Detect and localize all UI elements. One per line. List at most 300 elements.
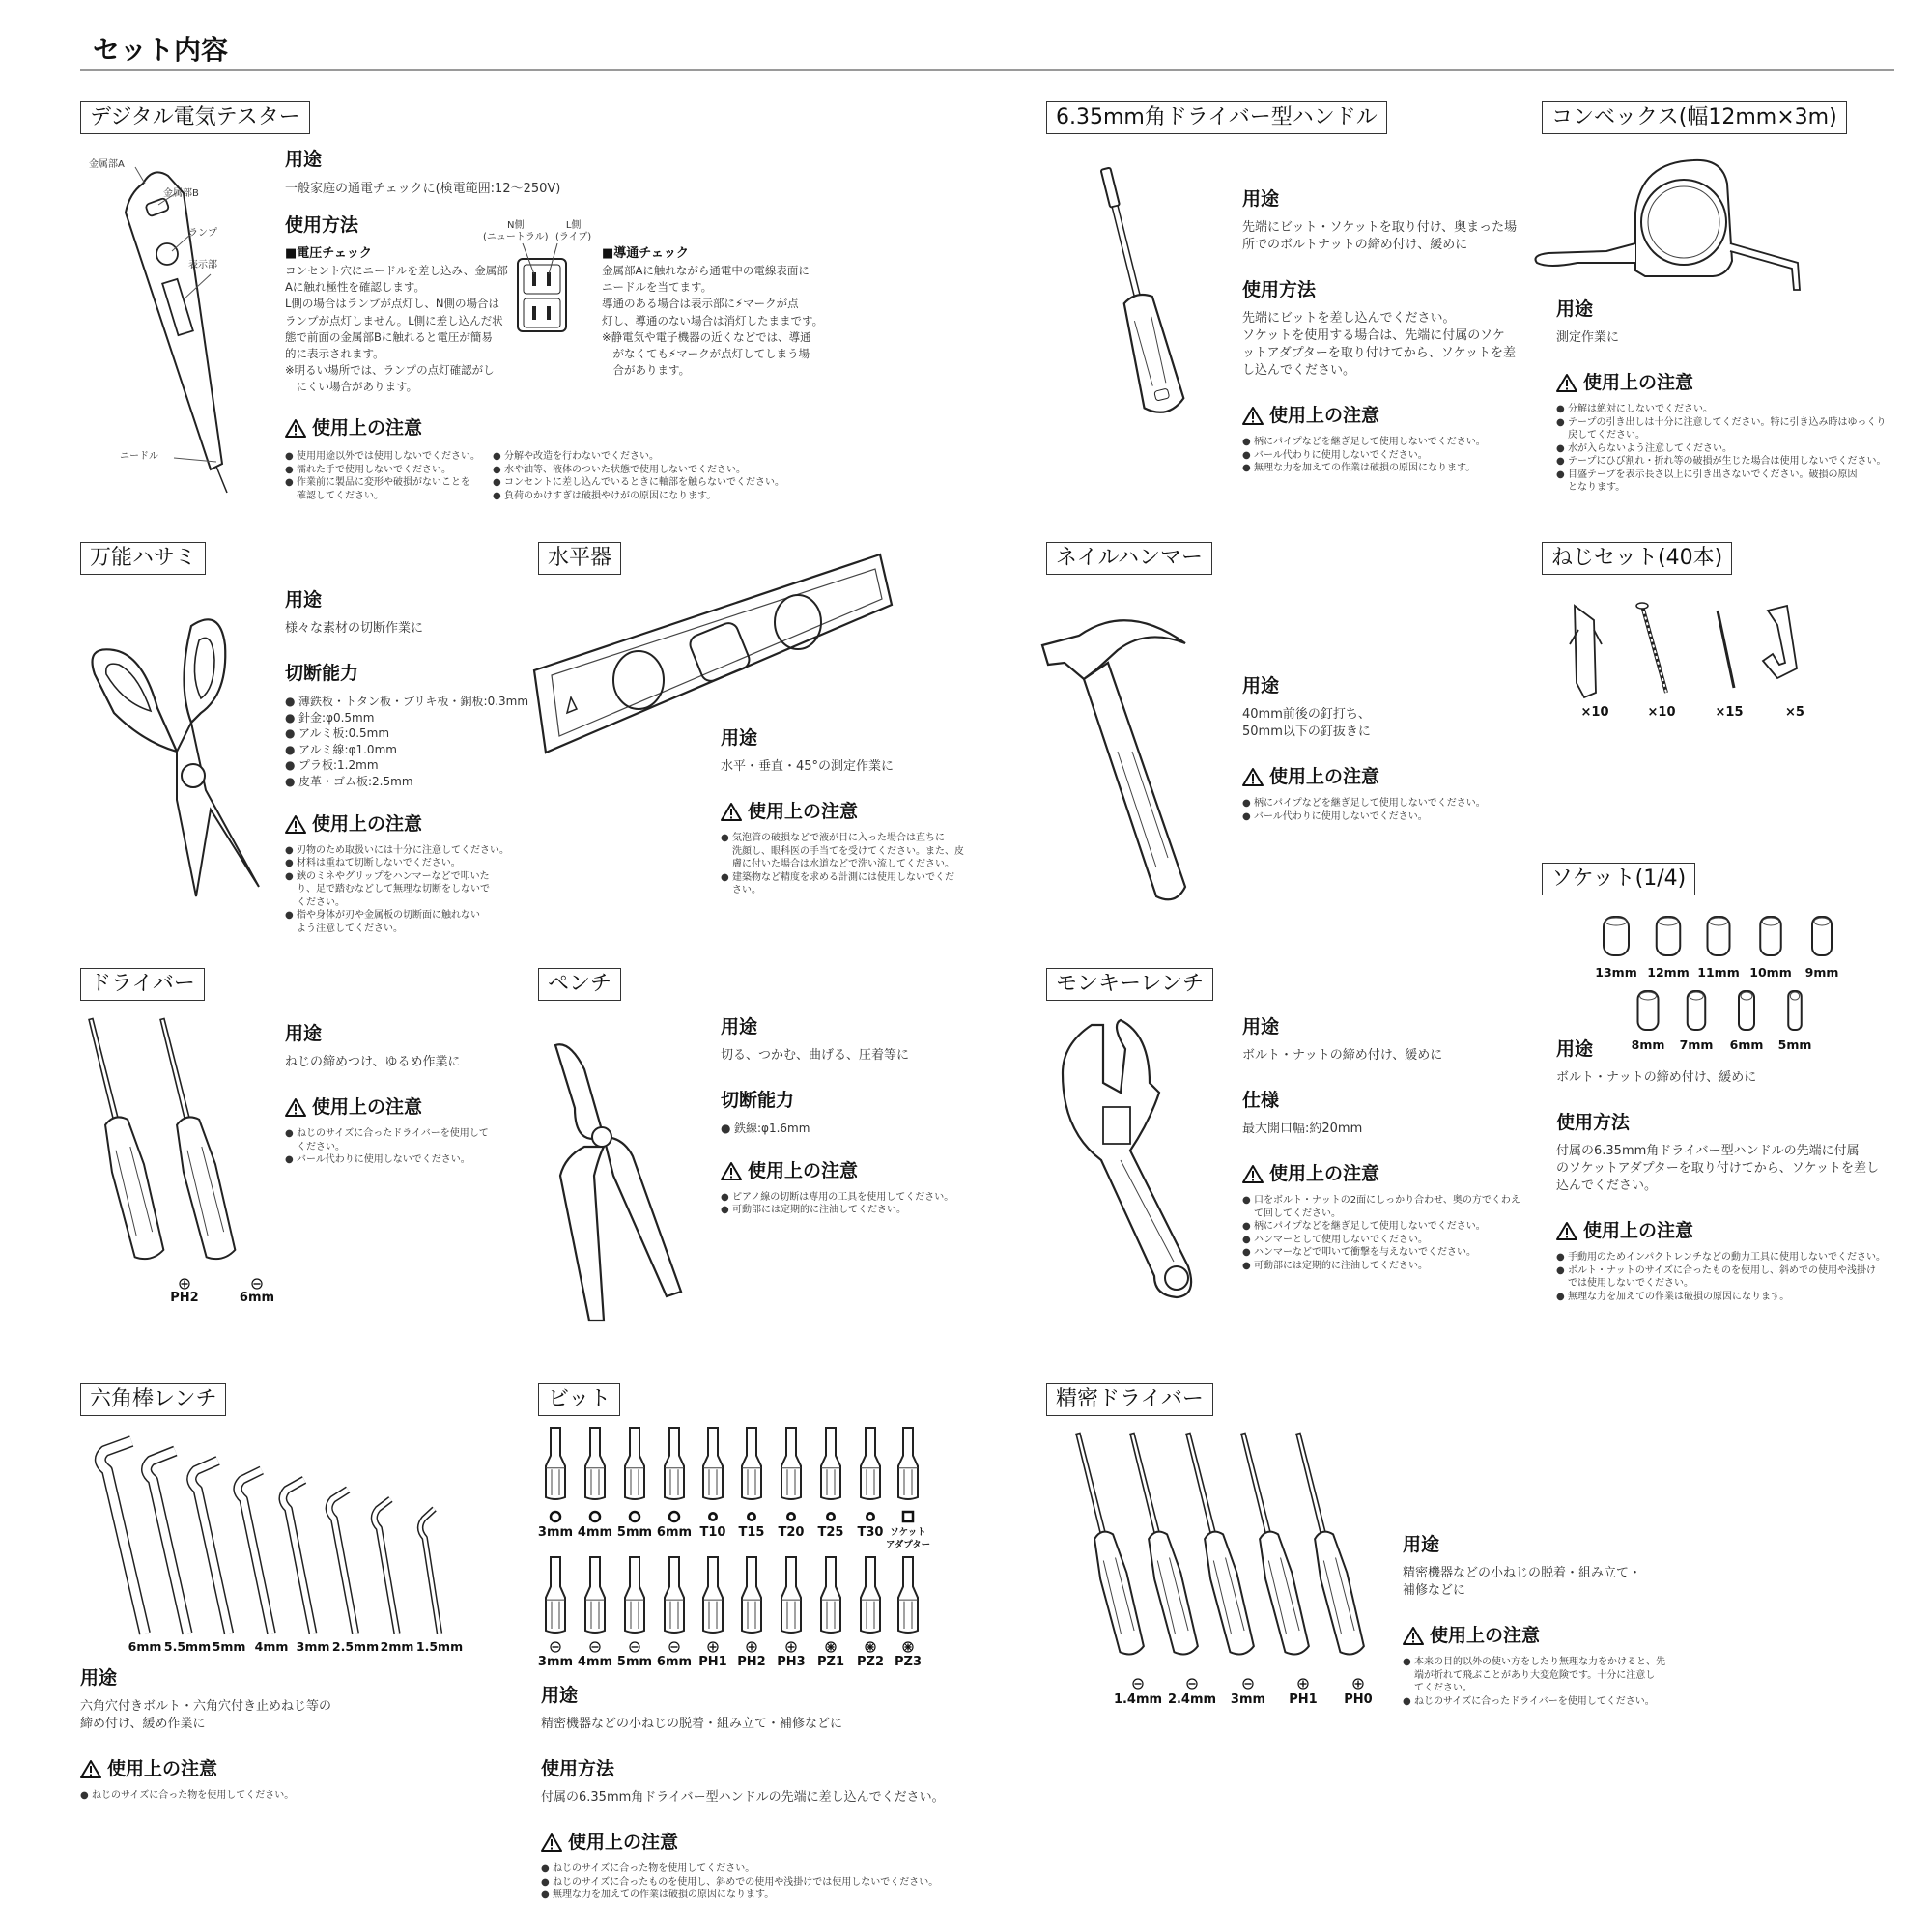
section-label-socket: ソケット(1/4) <box>1542 863 1695 895</box>
hex-tip-icon <box>590 1512 600 1521</box>
bits-description <box>541 1683 945 1923</box>
caution-item: ● バール代わりに使用しないでください。 <box>285 1153 489 1167</box>
caution-item: ● 柄にパイプなどを継ぎ足して使用しないでください。 <box>1242 1220 1520 1234</box>
bit-label: PZ1 <box>817 1655 844 1669</box>
caution-item: ● 手動用のためインパクトレンチなどの動力工具に使用しないでください。 <box>1556 1251 1886 1264</box>
tip-label: PH2 <box>170 1291 199 1305</box>
bit-label: T15 <box>738 1525 765 1540</box>
caution-item: ● 可動部には定期的に注油してください。 <box>721 1204 953 1217</box>
caution-heading <box>285 1094 489 1120</box>
hex-wrench <box>100 1441 145 1634</box>
bit-label: T10 <box>699 1525 726 1540</box>
caution-item: ● 建築物など精度を求める計測には使用しないでくだ さい。 <box>721 871 964 897</box>
socket-size-label: 10mm <box>1749 965 1792 980</box>
hex-wrench <box>374 1499 397 1634</box>
plus-tip-icon <box>1353 1679 1363 1689</box>
torx-tip-icon <box>866 1512 875 1521</box>
spec-item: ● 皮革・ゴム板:2.5mm <box>285 774 528 790</box>
bit-label: PZ3 <box>895 1655 922 1669</box>
caution-item: ● 材料は重ねて切断しないでください。 <box>285 857 528 870</box>
level-illustration <box>532 545 895 757</box>
caution-item: ● 刃物のため取扱いには十分に注意してください。 <box>285 844 528 858</box>
caution-list <box>721 832 964 897</box>
caution-item: ● ボルト・ナットのサイズに合ったものを使用し、斜めでの使用や浅掛け では使用しないでください。 <box>1556 1264 1886 1291</box>
socket-size-label: 13mm <box>1595 965 1637 980</box>
hex-tip-icon <box>551 1512 560 1521</box>
plus-tip-icon <box>180 1279 189 1289</box>
caution-heading <box>1242 403 1517 428</box>
caution-heading-text: 使用上の注意 <box>1583 1220 1694 1241</box>
warning-icon <box>1403 1626 1424 1645</box>
screws-illustration <box>1565 601 1816 707</box>
section-label-bits: ビット <box>538 1383 620 1416</box>
part-label: 金属部B <box>163 188 199 199</box>
plus-tip-icon <box>708 1642 718 1652</box>
bit-label: T20 <box>778 1525 805 1540</box>
body-text: ボルト・ナットの締め付け、緩めに <box>1556 1070 1757 1085</box>
minus-tip-icon <box>630 1642 639 1652</box>
caution-heading <box>1242 764 1486 789</box>
voltage-check-title: ■電圧チェック <box>285 246 372 261</box>
subheading: 用途 <box>1556 1038 1594 1060</box>
section-label-tape: コンベックス(幅12mm×3m) <box>1542 101 1847 134</box>
caution-heading-text: 使用上の注意 <box>748 801 859 822</box>
section-label-scissors: 万能ハサミ <box>80 542 206 575</box>
caution-heading <box>80 1756 331 1781</box>
caution-item: ● 負荷のかけすぎは破損やけがの原因になります。 <box>493 490 784 503</box>
caution-heading-text: 使用上の注意 <box>1269 1163 1380 1184</box>
section-label-pliers: ペンチ <box>538 968 621 1001</box>
caution-heading <box>721 1158 953 1183</box>
socket-size-label: 7mm <box>1679 1037 1714 1052</box>
socket-size-label: 12mm <box>1647 965 1690 980</box>
caution-list <box>721 1191 953 1217</box>
body-text: 最大開口幅:約20mm <box>1242 1122 1363 1136</box>
hex-tip-icon <box>630 1512 639 1521</box>
bit <box>781 1557 801 1633</box>
warning-icon <box>721 802 742 821</box>
body-text: 精密機器などの小ねじの脱着・組み立て・ 補修などに <box>1403 1566 1642 1598</box>
spec-item: ● アルミ線:φ1.0mm <box>285 742 528 758</box>
caution-heading <box>541 1830 945 1855</box>
spec-item: ● プラ板:1.2mm <box>285 757 528 774</box>
size-label: 3mm <box>296 1639 330 1654</box>
section-label-driver: ドライバー <box>80 968 205 1001</box>
spec-list <box>285 694 528 790</box>
torx-tip-icon <box>747 1512 756 1521</box>
plus-tip-icon <box>747 1642 756 1652</box>
warning-icon <box>285 814 306 834</box>
caution-item: ● 可動部には定期的に注油してください。 <box>1242 1260 1520 1273</box>
bit <box>742 1428 761 1499</box>
socket <box>1812 917 1832 955</box>
body-text: 40mm前後の釘打ち、 50mm以下の釘抜きに <box>1242 707 1371 739</box>
caution-heading <box>285 811 528 837</box>
spec-item: ● アルミ板:0.5mm <box>285 725 528 742</box>
torx-tip-icon <box>708 1512 718 1521</box>
bit-label: PH1 <box>698 1655 727 1669</box>
bit <box>898 1428 918 1499</box>
caution-item: ● 分解や改造を行わないでください。 <box>493 450 784 464</box>
continuity-check-text: 金属部Aに触れながら通電中の電線表面に ニードルを当てます。 導通のある場合は表示部に⚡マークが点 灯し、導通のない場合は消灯したままです。 ※静電気や電子機器の近くなどでは、導通 がなくても⚡マークが点灯してしまう場 合があります。 <box>602 264 824 378</box>
socket-size-label: 11mm <box>1697 965 1740 980</box>
outlet-n-label: N側 (ニュートラル) <box>483 220 549 242</box>
bit <box>821 1428 840 1499</box>
body-text: 付属の6.35mm角ドライバー型ハンドルの先端に差し込んでください。 <box>541 1790 945 1804</box>
body-text: 六角穴付きボルト・六角穴付き止めねじ等の 締め付け、緩め作業に <box>80 1699 332 1731</box>
caution-list <box>1242 797 1486 823</box>
subheading: 用途 <box>1242 1016 1280 1037</box>
bit-label: ソケット アダプター <box>885 1527 931 1550</box>
hex-wrench-illustration <box>85 1435 471 1640</box>
title-divider <box>80 69 1894 71</box>
bit <box>781 1428 801 1499</box>
bit-label: 3mm <box>537 1525 574 1540</box>
socket <box>1688 991 1706 1030</box>
bit <box>546 1557 565 1633</box>
caution-item: ● 濡れた手で使用しないでください。 <box>285 464 480 477</box>
caution-item: ● 作業前に製品に変形や破損がないことを 確認してください。 <box>285 476 480 502</box>
hex-wrench <box>147 1451 187 1634</box>
subheading: 仕様 <box>1242 1090 1280 1111</box>
driver-illustration <box>83 1014 296 1285</box>
caution-item: ● テープの引き出しは十分に注意してください。特に引き込み時はゆっくり 戻してください。 <box>1556 416 1887 442</box>
caution-item: ● ねじのサイズに合った物を使用してください。 <box>80 1789 331 1803</box>
bit <box>742 1557 761 1633</box>
section-label-handle: 6.35mm角ドライバー型ハンドル <box>1046 101 1387 134</box>
body-text: 先端にビットを差し込んでください。 ソケットを使用する場合は、先端に付属のソケ ットアダプターを取り付けてから、ソケットを差 し込んでください。 <box>1242 311 1517 378</box>
caution-item: ● 気泡管の破損などで液が目に入った場合は直ちに 洗顔し、眼科医の手当てを受けてください。また、皮 膚に付いた場合は水道などで洗い流してください。 <box>721 832 964 871</box>
caution-list <box>1242 436 1517 475</box>
continuity-check-title: ■導通チェック <box>602 246 689 261</box>
tape-description <box>1556 297 1887 516</box>
pliers-description <box>721 1014 953 1238</box>
warning-icon <box>1556 1221 1577 1240</box>
caution-heading <box>721 799 964 824</box>
section-label-wrench: モンキーレンチ <box>1046 968 1213 1001</box>
body-text: ボルト・ナットの締め付け、緩めに <box>1242 1048 1443 1063</box>
bit <box>585 1557 605 1633</box>
wrench-description <box>1242 1014 1520 1293</box>
precision-screwdriver <box>1065 1431 1146 1658</box>
minus-tip-icon <box>669 1642 679 1652</box>
phillips-screwdriver <box>75 1015 167 1263</box>
bit <box>625 1557 644 1633</box>
caution-heading <box>1242 1161 1520 1186</box>
caution-item: ● 本来の目的以外の使い方をしたり無理な力をかけると、先 端が折れて飛ぶことがあり大変危険です。十分に注意し てください。 <box>1403 1656 1665 1695</box>
count-label: ×15 <box>1715 705 1744 720</box>
tip-label: 1.4mm <box>1113 1692 1163 1707</box>
hex-wrench <box>329 1490 355 1634</box>
caution-list <box>80 1789 331 1803</box>
bit <box>861 1428 880 1499</box>
bit <box>625 1428 644 1499</box>
subheading: 用途 <box>285 589 323 611</box>
body-text: 様々な素材の切断作業に <box>285 621 424 636</box>
minus-tip-icon <box>252 1279 262 1289</box>
flat-screwdriver <box>147 1015 239 1263</box>
caution-heading-text: 使用上の注意 <box>748 1159 859 1181</box>
caution-heading-text: 使用上の注意 <box>1269 405 1380 426</box>
body-text: 精密機器などの小ねじの脱着・組み立て・補修などに <box>541 1717 843 1731</box>
square-tip-icon <box>903 1512 913 1521</box>
tip-label: 6mm <box>239 1291 275 1305</box>
outlet-diagram <box>517 243 567 332</box>
caution-heading <box>285 415 422 440</box>
socket <box>1638 991 1659 1030</box>
hammer-description <box>1242 673 1486 844</box>
caution-item: ● 鋏のミネやグリップをハンマーなどで叩いた り、足で踏むなどして無理な切断をしないで ください。 <box>285 870 528 910</box>
caution-item: ● 水や油等、液体のついた状態で使用しないでください。 <box>493 464 784 477</box>
subheading: 使用方法 <box>1556 1112 1631 1133</box>
caution-item: ● バール代わりに使用しないでください。 <box>1242 449 1517 463</box>
subheading: 使用方法 <box>1242 279 1317 300</box>
precision-driver-illustration <box>1049 1430 1397 1676</box>
scissors-description <box>285 587 528 956</box>
bit-label: 4mm <box>577 1525 613 1540</box>
count-label: ×5 <box>1785 705 1804 720</box>
caution-list <box>1556 403 1887 495</box>
tip-label: 3mm <box>1230 1692 1266 1707</box>
subheading: 用途 <box>1242 675 1280 696</box>
spec-item: ● 鉄線:φ1.6mm <box>721 1121 953 1137</box>
subheading: 用途 <box>1242 188 1280 210</box>
caution-heading-text: 使用上の注意 <box>312 812 423 835</box>
torx-tip-icon <box>786 1512 796 1521</box>
socket <box>1708 917 1730 955</box>
bit-label: 4mm <box>577 1655 613 1669</box>
hex-description <box>80 1665 331 1824</box>
socket <box>1657 917 1681 955</box>
hex-tip-icon <box>669 1512 679 1521</box>
tester-caution-list-left <box>285 450 480 502</box>
plus-tip-icon <box>786 1642 796 1652</box>
usage-heading: 使用方法 <box>285 214 359 236</box>
hex-wrench <box>191 1461 229 1634</box>
scissors-illustration <box>85 607 269 901</box>
section-label-hex: 六角棒レンチ <box>80 1383 226 1416</box>
caution-heading-text: 使用上の注意 <box>1269 766 1380 787</box>
body-text: 先端にビット・ソケットを取り付け、奥まった場 所でのボルトナットの締め付け、緩めに <box>1242 220 1518 252</box>
hex-wrench <box>283 1480 313 1634</box>
socket-size-label: 9mm <box>1804 965 1839 980</box>
caution-list <box>541 1862 945 1902</box>
warning-icon <box>1556 373 1577 392</box>
size-label: 1.5mm <box>415 1639 464 1654</box>
bit <box>703 1557 723 1633</box>
caution-item: ● ねじのサイズに合ったドライバーを使用して ください。 <box>285 1127 489 1153</box>
caution-heading-text: 使用上の注意 <box>312 417 423 439</box>
hex-wrench <box>238 1470 271 1634</box>
subheading: 切断能力 <box>285 663 359 684</box>
bit-label: 5mm <box>616 1525 653 1540</box>
minus-tip-icon <box>1187 1679 1197 1689</box>
section-label-tester: デジタル電気テスター <box>80 101 310 134</box>
caution-item: ● テープにひび割れ・折れ等の破損が生じた場合は使用しないでください。 <box>1556 455 1887 469</box>
caution-item: ● 柄にパイプなどを継ぎ足して使用しないでください。 <box>1242 797 1486 810</box>
size-label: 2.5mm <box>331 1639 380 1654</box>
hammer-illustration <box>1040 607 1234 911</box>
warning-icon <box>1242 1164 1264 1183</box>
minus-tip-icon <box>590 1642 600 1652</box>
handle-description <box>1242 186 1517 497</box>
socket <box>1760 917 1781 955</box>
size-label: 6mm <box>128 1639 162 1654</box>
pozi-tip-icon <box>903 1642 913 1652</box>
caution-item: ● ハンマーとして使用しないでください。 <box>1242 1234 1520 1247</box>
body-text: 水平・垂直・45°の測定作業に <box>721 759 895 774</box>
caution-heading-text: 使用上の注意 <box>107 1758 218 1779</box>
bit <box>665 1557 684 1633</box>
bit-label: 6mm <box>656 1655 693 1669</box>
caution-item: ● バール代わりに使用しないでください。 <box>1242 810 1486 824</box>
spec-item: ● 薄鉄板・トタン板・ブリキ板・銅板:0.3mm <box>285 694 528 710</box>
socket-size-label: 8mm <box>1631 1037 1665 1052</box>
pozi-tip-icon <box>826 1642 836 1652</box>
caution-list <box>1242 1194 1520 1272</box>
size-label: 5.5mm <box>163 1639 212 1654</box>
caution-item: ● コンセントに差し込んでいるときに軸部を触らないでください。 <box>493 476 784 490</box>
socket <box>1604 917 1629 955</box>
body-text: 切る、つかむ、曲げる、圧着等に <box>721 1048 910 1063</box>
caution-list <box>1556 1251 1886 1303</box>
voltage-check-text: コンセント穴にニードルを差し込み、金属部 Aに触れ極性を確認します。 L側の場合はランプが点灯し、N側の場合は ランプが点灯しません。L側に差し込んだ状 態で前面の金属部Bに触れると電圧が簡易 的に表示されます。 ※明るい場所では、ランプの点灯確認がし にくい場合があります。 <box>285 264 508 394</box>
warning-icon <box>1242 406 1264 425</box>
caution-item: ● ピアノ線の切断は専用の工具を使用してください。 <box>721 1191 953 1205</box>
caution-item: ● 無理な力を加えての作業は破損の原因になります。 <box>1556 1291 1886 1304</box>
hex-wrench <box>420 1509 440 1634</box>
warning-icon <box>541 1833 562 1852</box>
tip-label: PH1 <box>1289 1692 1318 1707</box>
bit <box>546 1428 565 1499</box>
tester-illustration <box>87 155 242 493</box>
socket <box>1739 991 1754 1030</box>
warning-icon <box>721 1161 742 1180</box>
warning-icon <box>1242 767 1264 786</box>
socket-size-label: 6mm <box>1729 1037 1764 1052</box>
caution-item: ● 無理な力を加えての作業は破損の原因になります。 <box>1242 462 1517 475</box>
precision-description <box>1403 1532 1665 1729</box>
bit-label: PZ2 <box>857 1655 884 1669</box>
spec-item: ● 針金:φ0.5mm <box>285 710 528 726</box>
section-label-level: 水平器 <box>538 542 621 575</box>
monkey-wrench-illustration <box>1053 1015 1212 1300</box>
handle-illustration <box>1072 164 1208 425</box>
caution-list <box>1403 1656 1665 1708</box>
subheading: 用途 <box>285 1023 323 1044</box>
socket-size-label: 5mm <box>1777 1037 1812 1052</box>
tester-caution-list-right <box>493 450 784 502</box>
warning-icon <box>80 1759 101 1778</box>
pliers-illustration <box>546 1040 700 1335</box>
bit <box>665 1428 684 1499</box>
body-text: 測定作業に <box>1556 330 1620 345</box>
caution-heading <box>1556 370 1887 395</box>
part-label: 金属部A <box>89 159 125 170</box>
tip-label: 2.4mm <box>1167 1692 1217 1707</box>
caution-heading <box>1403 1623 1665 1648</box>
caution-item: ● 使用用途以外では使用しないでください。 <box>285 450 480 464</box>
caution-item: ● 柄にパイプなどを継ぎ足して使用しないでください。 <box>1242 436 1517 449</box>
bit <box>861 1557 880 1633</box>
caution-item: ● 目盛テープを表示長さ以上に引き出さないでください。破損の原因 となります。 <box>1556 469 1887 495</box>
caution-list <box>285 1127 489 1167</box>
outlet-l-label: L側 (ライブ) <box>555 220 592 242</box>
tape-measure-illustration <box>1529 155 1829 295</box>
body-text: ねじの締めつけ、ゆるめ作業に <box>285 1055 461 1069</box>
caution-heading-text: 使用上の注意 <box>1583 372 1694 393</box>
size-label: 2mm <box>380 1639 414 1654</box>
subheading: 用途 <box>541 1685 579 1706</box>
bit-label: PH3 <box>777 1655 806 1669</box>
caution-heading-text: 使用上の注意 <box>568 1832 679 1853</box>
bit-label: PH2 <box>737 1655 766 1669</box>
driver-description <box>285 1021 489 1188</box>
caution-heading-text: 使用上の注意 <box>312 1096 423 1118</box>
count-label: ×10 <box>1580 705 1609 720</box>
caution-item: ● ハンマーなどで叩いて衝撃を与えないでください。 <box>1242 1246 1520 1260</box>
caution-item: ● 水が入らないよう注意してください。 <box>1556 442 1887 456</box>
size-label: 4mm <box>254 1639 289 1654</box>
count-label: ×10 <box>1647 705 1676 720</box>
body-text: 付属の6.35mm角ドライバー型ハンドルの先端に付属 のソケットアダプターを取り付けてから、ソケットを差し 込んでください。 <box>1556 1144 1879 1193</box>
bit <box>821 1557 840 1633</box>
purpose-text: 一般家庭の通電チェックに(検電範囲:12〜250V) <box>285 182 561 196</box>
caution-item: ● 無理な力を加えての作業は破損の原因になります。 <box>541 1889 945 1902</box>
caution-item: ● 指や身体が刃や金属板の切断面に触れない よう注意してください。 <box>285 909 528 935</box>
bit <box>585 1428 605 1499</box>
caution-heading <box>1556 1218 1886 1243</box>
bit-label: T25 <box>817 1525 844 1540</box>
section-label-hammer: ネイルハンマー <box>1046 542 1212 575</box>
section-label-precision: 精密ドライバー <box>1046 1383 1213 1416</box>
bit-label: 6mm <box>656 1525 693 1540</box>
bit <box>703 1428 723 1499</box>
warning-icon <box>285 418 306 438</box>
caution-list <box>285 844 528 936</box>
purpose-heading: 用途 <box>285 149 323 170</box>
bit-label: 3mm <box>537 1655 574 1669</box>
socket-description <box>1556 1037 1886 1324</box>
subheading: 用途 <box>721 727 758 749</box>
subheading: 用途 <box>80 1667 118 1689</box>
tip-label: PH0 <box>1344 1692 1373 1707</box>
part-label: ニードル <box>120 451 158 462</box>
page-title: セット内容 <box>93 34 229 66</box>
section-label-screws: ねじセット(40本) <box>1542 542 1732 575</box>
subheading: 用途 <box>1556 298 1594 320</box>
caution-item: ● ねじのサイズに合ったドライバーを使用してください。 <box>1403 1695 1665 1709</box>
part-label: ランプ <box>188 228 217 239</box>
caution-item: ● 口をボルト・ナットの2面にしっかり合わせ、奥の方でくわえ て回してください。 <box>1242 1194 1520 1220</box>
pozi-tip-icon <box>866 1642 875 1652</box>
torx-tip-icon <box>826 1512 836 1521</box>
subheading: 切断能力 <box>721 1090 795 1111</box>
minus-tip-icon <box>1243 1679 1253 1689</box>
spec-list <box>721 1121 953 1137</box>
subheading: 用途 <box>1403 1534 1440 1555</box>
bit <box>898 1557 918 1633</box>
bit-label: 5mm <box>616 1655 653 1669</box>
subheading: 用途 <box>721 1016 758 1037</box>
minus-tip-icon <box>1133 1679 1143 1689</box>
caution-heading-text: 使用上の注意 <box>1430 1625 1541 1646</box>
caution-item: ● 分解は絶対にしないでください。 <box>1556 403 1887 416</box>
bit-label: T30 <box>857 1525 884 1540</box>
plus-tip-icon <box>1298 1679 1308 1689</box>
caution-item: ● ねじのサイズに合った物を使用してください。 <box>541 1862 945 1876</box>
caution-item: ● ねじのサイズに合ったものを使用し、斜めでの使用や浅掛けでは使用しないでください。 <box>541 1876 945 1889</box>
